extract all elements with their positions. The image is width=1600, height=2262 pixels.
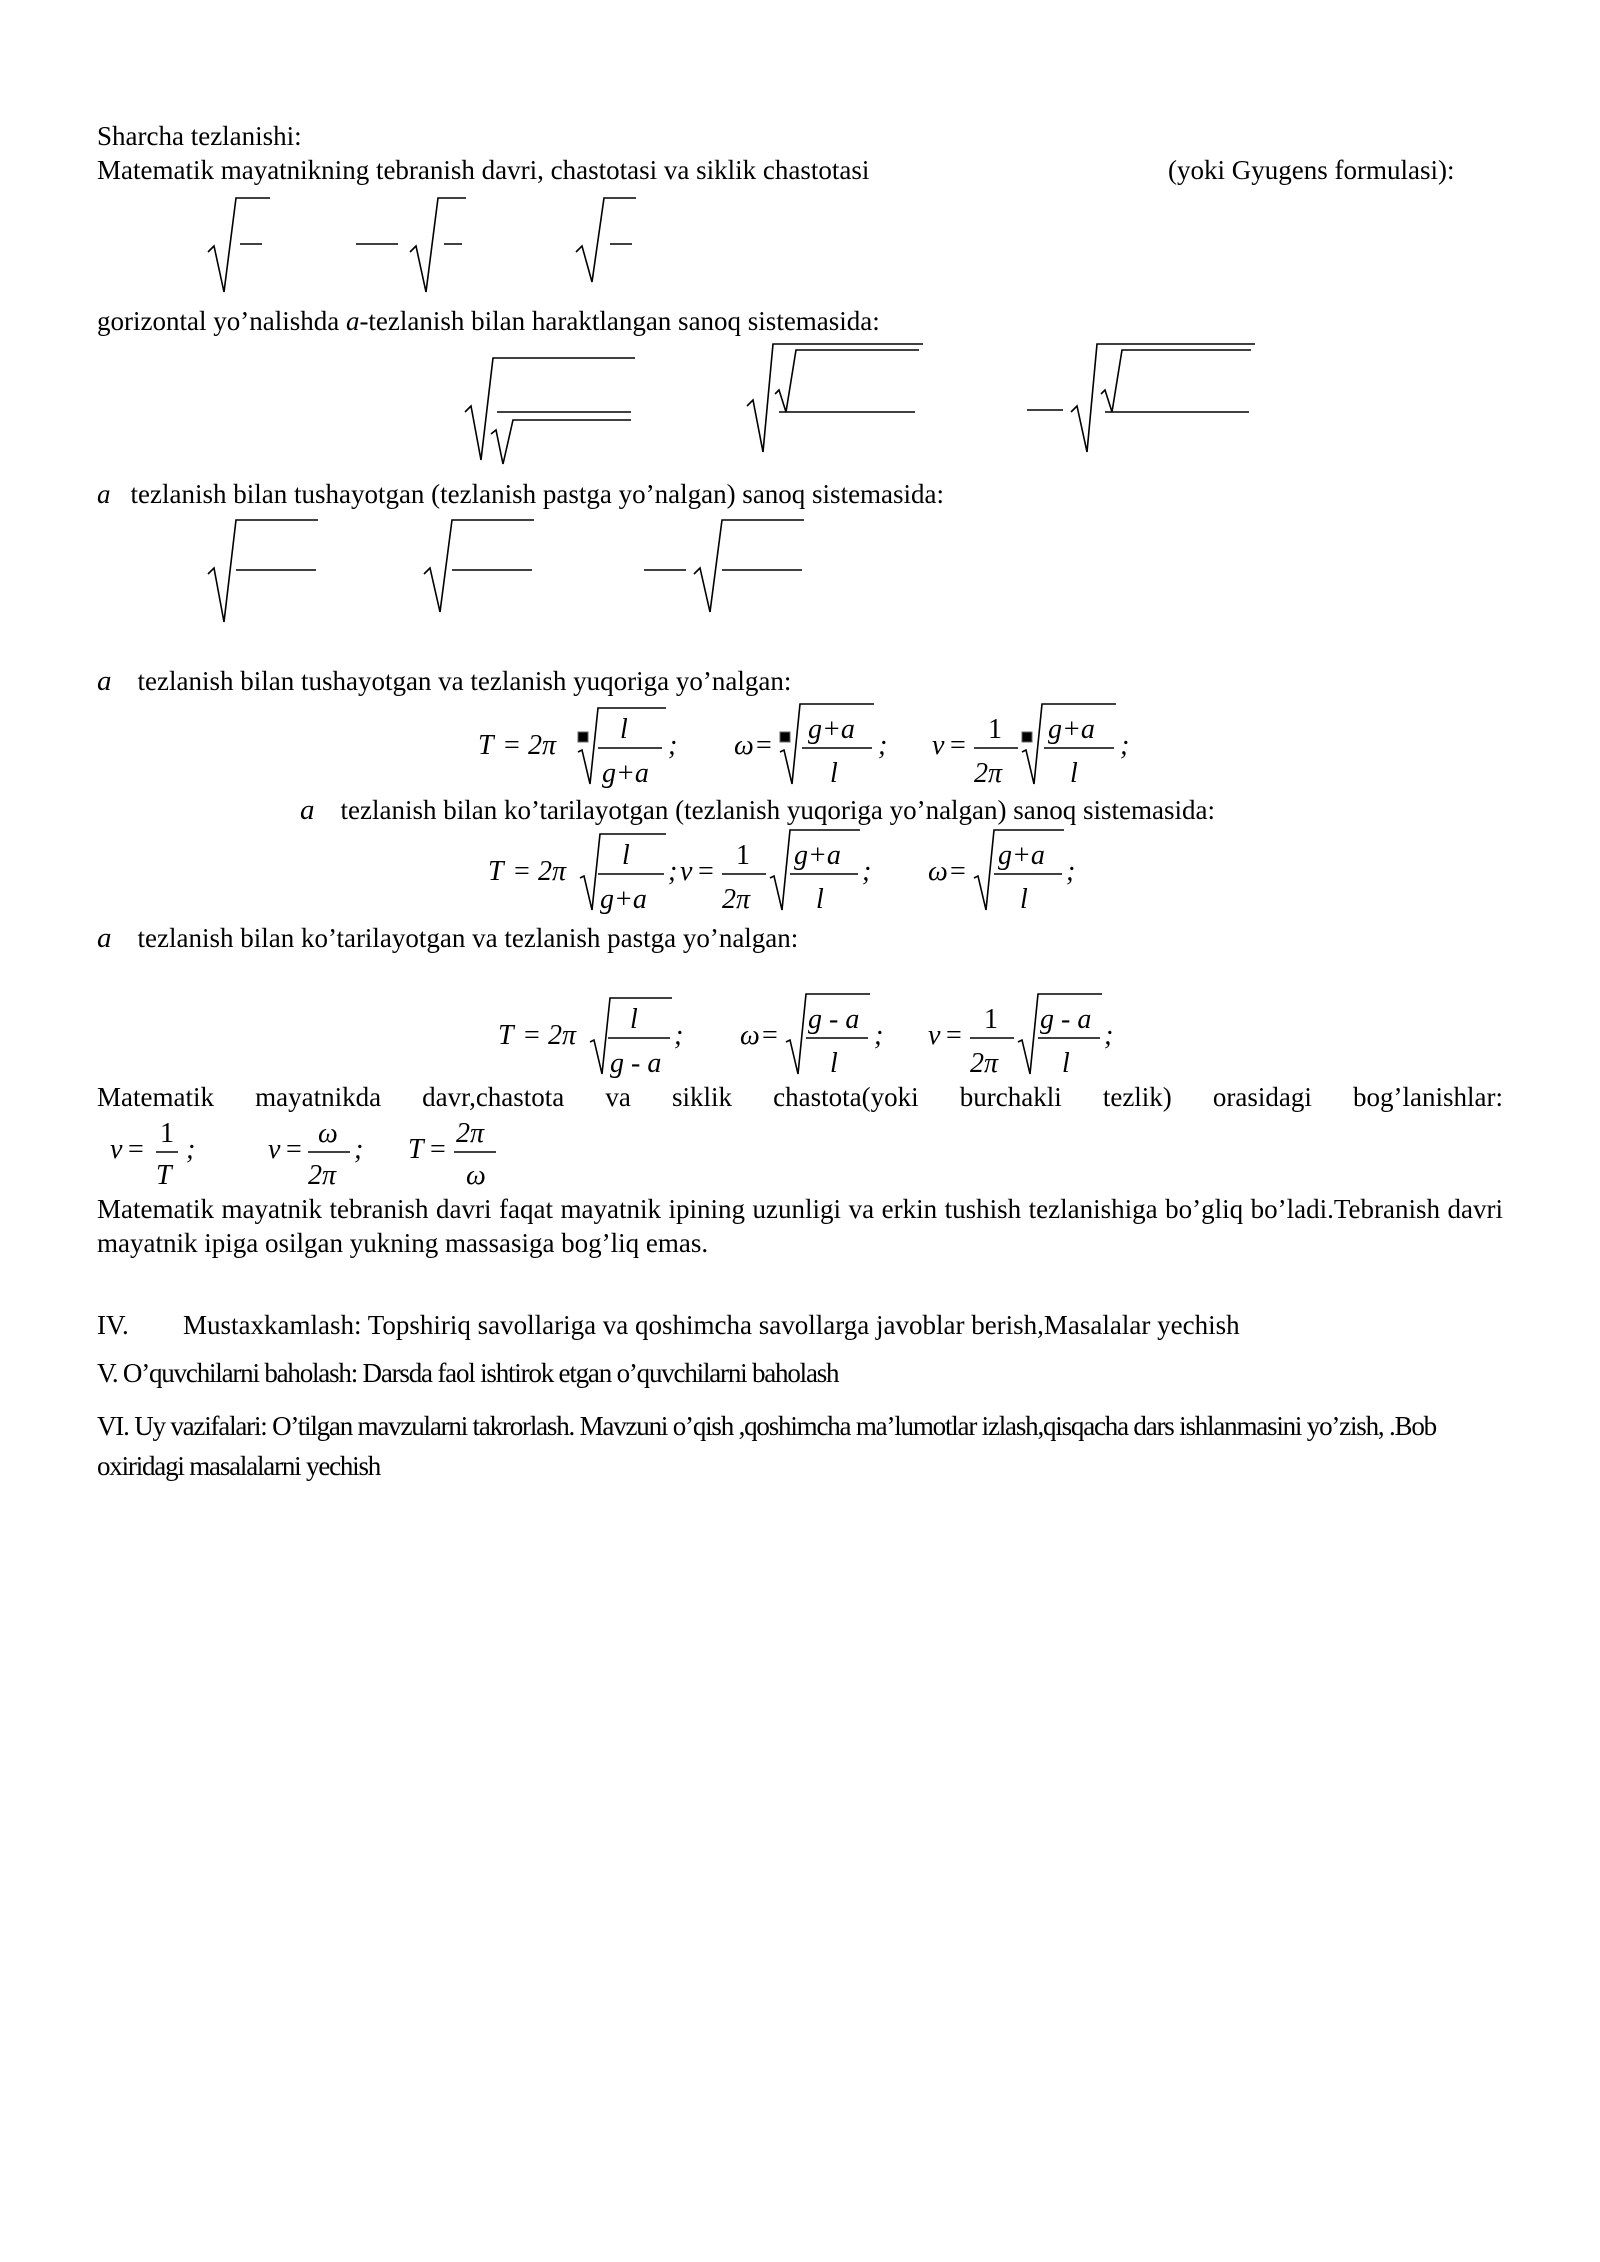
section-4-line: a tezlanish bilan tushayotgan va tezlanish yuqoriga yo’nalgan: <box>97 665 792 697</box>
svg-text:;: ; <box>1066 856 1076 887</box>
svg-text:2π: 2π <box>722 884 751 915</box>
svg-text:ω: ω <box>734 730 754 761</box>
svg-text:=: = <box>756 730 772 761</box>
svg-text:=: = <box>514 856 530 887</box>
svg-text:l: l <box>816 884 824 915</box>
svg-text:=: = <box>524 1020 540 1051</box>
svg-text:T: T <box>156 1160 172 1191</box>
svg-text:2π: 2π <box>528 730 557 761</box>
svg-text:g+a: g+a <box>808 714 855 745</box>
svg-text:ω: ω <box>740 1020 760 1051</box>
svg-text:;: ; <box>878 730 888 761</box>
svg-text:;: ; <box>668 730 678 761</box>
formula-placeholder-row-2 <box>455 340 1275 465</box>
svg-text:2π: 2π <box>548 1020 577 1051</box>
formula-placeholder-row-1 <box>200 190 650 300</box>
section-v-text: V. O’quvchilarni baholash: Darsda faol ishtirok etgan o’quvchilarni baholash <box>97 1358 839 1388</box>
svg-text:2π: 2π <box>974 758 1003 789</box>
svg-text:=: = <box>950 856 966 887</box>
svg-text:l: l <box>1070 758 1078 789</box>
section-6-line: a tezlanish bilan ko’tarilayotgan va tezlanish pastga yo’nalgan: <box>97 922 799 954</box>
svg-text:=: = <box>698 856 714 887</box>
svg-text:2π: 2π <box>308 1160 337 1191</box>
svg-text:;: ; <box>1104 1020 1114 1051</box>
boglanish-line: Matematik mayatnikda davr,chastota va siklik chastota(yoki burchakli tezlik) orasidagi bog’lanishlar: <box>97 1082 1503 1112</box>
formula-placeholder-row-3 <box>200 512 820 627</box>
svg-text:T: T <box>408 1134 424 1165</box>
svg-text:ν: ν <box>110 1134 123 1165</box>
svg-text:;: ; <box>874 1020 884 1051</box>
svg-text:=: = <box>128 1134 144 1165</box>
formula-section-6 <box>490 990 1130 1085</box>
conclusion-paragraph: Matematik mayatnik tebranish davri faqat mayatnik ipining uzunligi va erkin tushish tezlanishiga bo’gliq bo’ladi.Tebranish davri mayatnik ipiga osilgan yukning massasiga bog’liq emas. <box>97 1194 1503 1258</box>
svg-text:ν: ν <box>932 730 945 761</box>
svg-text:;: ; <box>354 1134 364 1165</box>
section-vi-text: VI. Uy vazifalari: O’tilgan mavzularni takrorlash. Mavzuni o’qish ,qoshimcha ma’lumotlar izlash,qisqacha dars ishlanmasini yo’zish, .Bob oxiridagi masalalarni yechish <box>97 1411 1436 1481</box>
svg-text:=: = <box>762 1020 778 1051</box>
svg-text:l: l <box>620 714 628 745</box>
svg-text:=: = <box>504 730 520 761</box>
svg-text:1: 1 <box>984 1004 998 1035</box>
formula-section-4 <box>470 700 1190 795</box>
svg-text:ω: ω <box>318 1118 338 1149</box>
matematik-line-b: (yoki Gyugens formulasi): <box>1168 155 1455 185</box>
svg-text:2π: 2π <box>970 1048 999 1079</box>
svg-text:T: T <box>498 1020 514 1051</box>
svg-text:l: l <box>630 1004 638 1035</box>
formula-section-5 <box>480 826 1100 921</box>
svg-text:g+a: g+a <box>1048 714 1095 745</box>
svg-text:=: = <box>286 1134 302 1165</box>
section-3-line: a tezlanish bilan tushayotgan (tezlanish pastga yo’nalgan) sanoq sistemasida: <box>97 479 945 509</box>
svg-text:=: = <box>950 730 966 761</box>
svg-text:g - a: g - a <box>1040 1004 1092 1035</box>
svg-text:g+a: g+a <box>794 840 841 871</box>
svg-text:1: 1 <box>736 840 750 871</box>
svg-text:l: l <box>622 840 630 871</box>
formula-relations <box>100 1112 540 1192</box>
svg-text:l: l <box>1020 884 1028 915</box>
svg-text:T: T <box>478 730 494 761</box>
svg-text:g+a: g+a <box>602 758 649 789</box>
svg-text:1: 1 <box>160 1118 174 1149</box>
svg-text:;: ; <box>186 1134 196 1165</box>
svg-text:g - a: g - a <box>610 1048 662 1079</box>
svg-text:2π: 2π <box>538 856 567 887</box>
section-iv-text: Mustaxkamlash: Topshiriq savollariga va qoshimcha savollarga javoblar berish,Masalalar yechish <box>183 1310 1240 1340</box>
gorizontal-line: gorizontal yo’nalishda a-tezlanish bilan haraktlangan sanoq sistemasida: <box>97 306 880 336</box>
svg-text:ν: ν <box>268 1134 281 1165</box>
svg-text:l: l <box>1062 1048 1070 1079</box>
section-iv-number: IV. <box>97 1310 129 1340</box>
svg-text:l: l <box>830 758 838 789</box>
svg-text:;: ; <box>668 856 678 887</box>
svg-text:1: 1 <box>988 714 1002 745</box>
section-5-line: a tezlanish bilan ko’tarilayotgan (tezlanish yuqoriga yo’nalgan) sanoq sistemasida: <box>300 794 1216 826</box>
svg-text:g+a: g+a <box>600 884 647 915</box>
svg-text:;: ; <box>674 1020 684 1051</box>
svg-text:l: l <box>830 1048 838 1079</box>
svg-text:=: = <box>430 1134 446 1165</box>
svg-text:ν: ν <box>928 1020 941 1051</box>
svg-text:=: = <box>946 1020 962 1051</box>
svg-text:T: T <box>488 856 504 887</box>
svg-text:;: ; <box>862 856 872 887</box>
sharcha-line: Sharcha tezlanishi: <box>97 121 302 151</box>
svg-text:;: ; <box>1120 730 1130 761</box>
svg-text:ω: ω <box>928 856 948 887</box>
svg-text:g - a: g - a <box>808 1004 860 1035</box>
matematik-line-a: Matematik mayatnikning tebranish davri, chastotasi va siklik chastotasi <box>97 155 870 185</box>
svg-text:g+a: g+a <box>998 840 1045 871</box>
svg-text:ω: ω <box>466 1160 486 1191</box>
svg-text:ν: ν <box>680 856 693 887</box>
svg-text:2π: 2π <box>456 1118 485 1149</box>
